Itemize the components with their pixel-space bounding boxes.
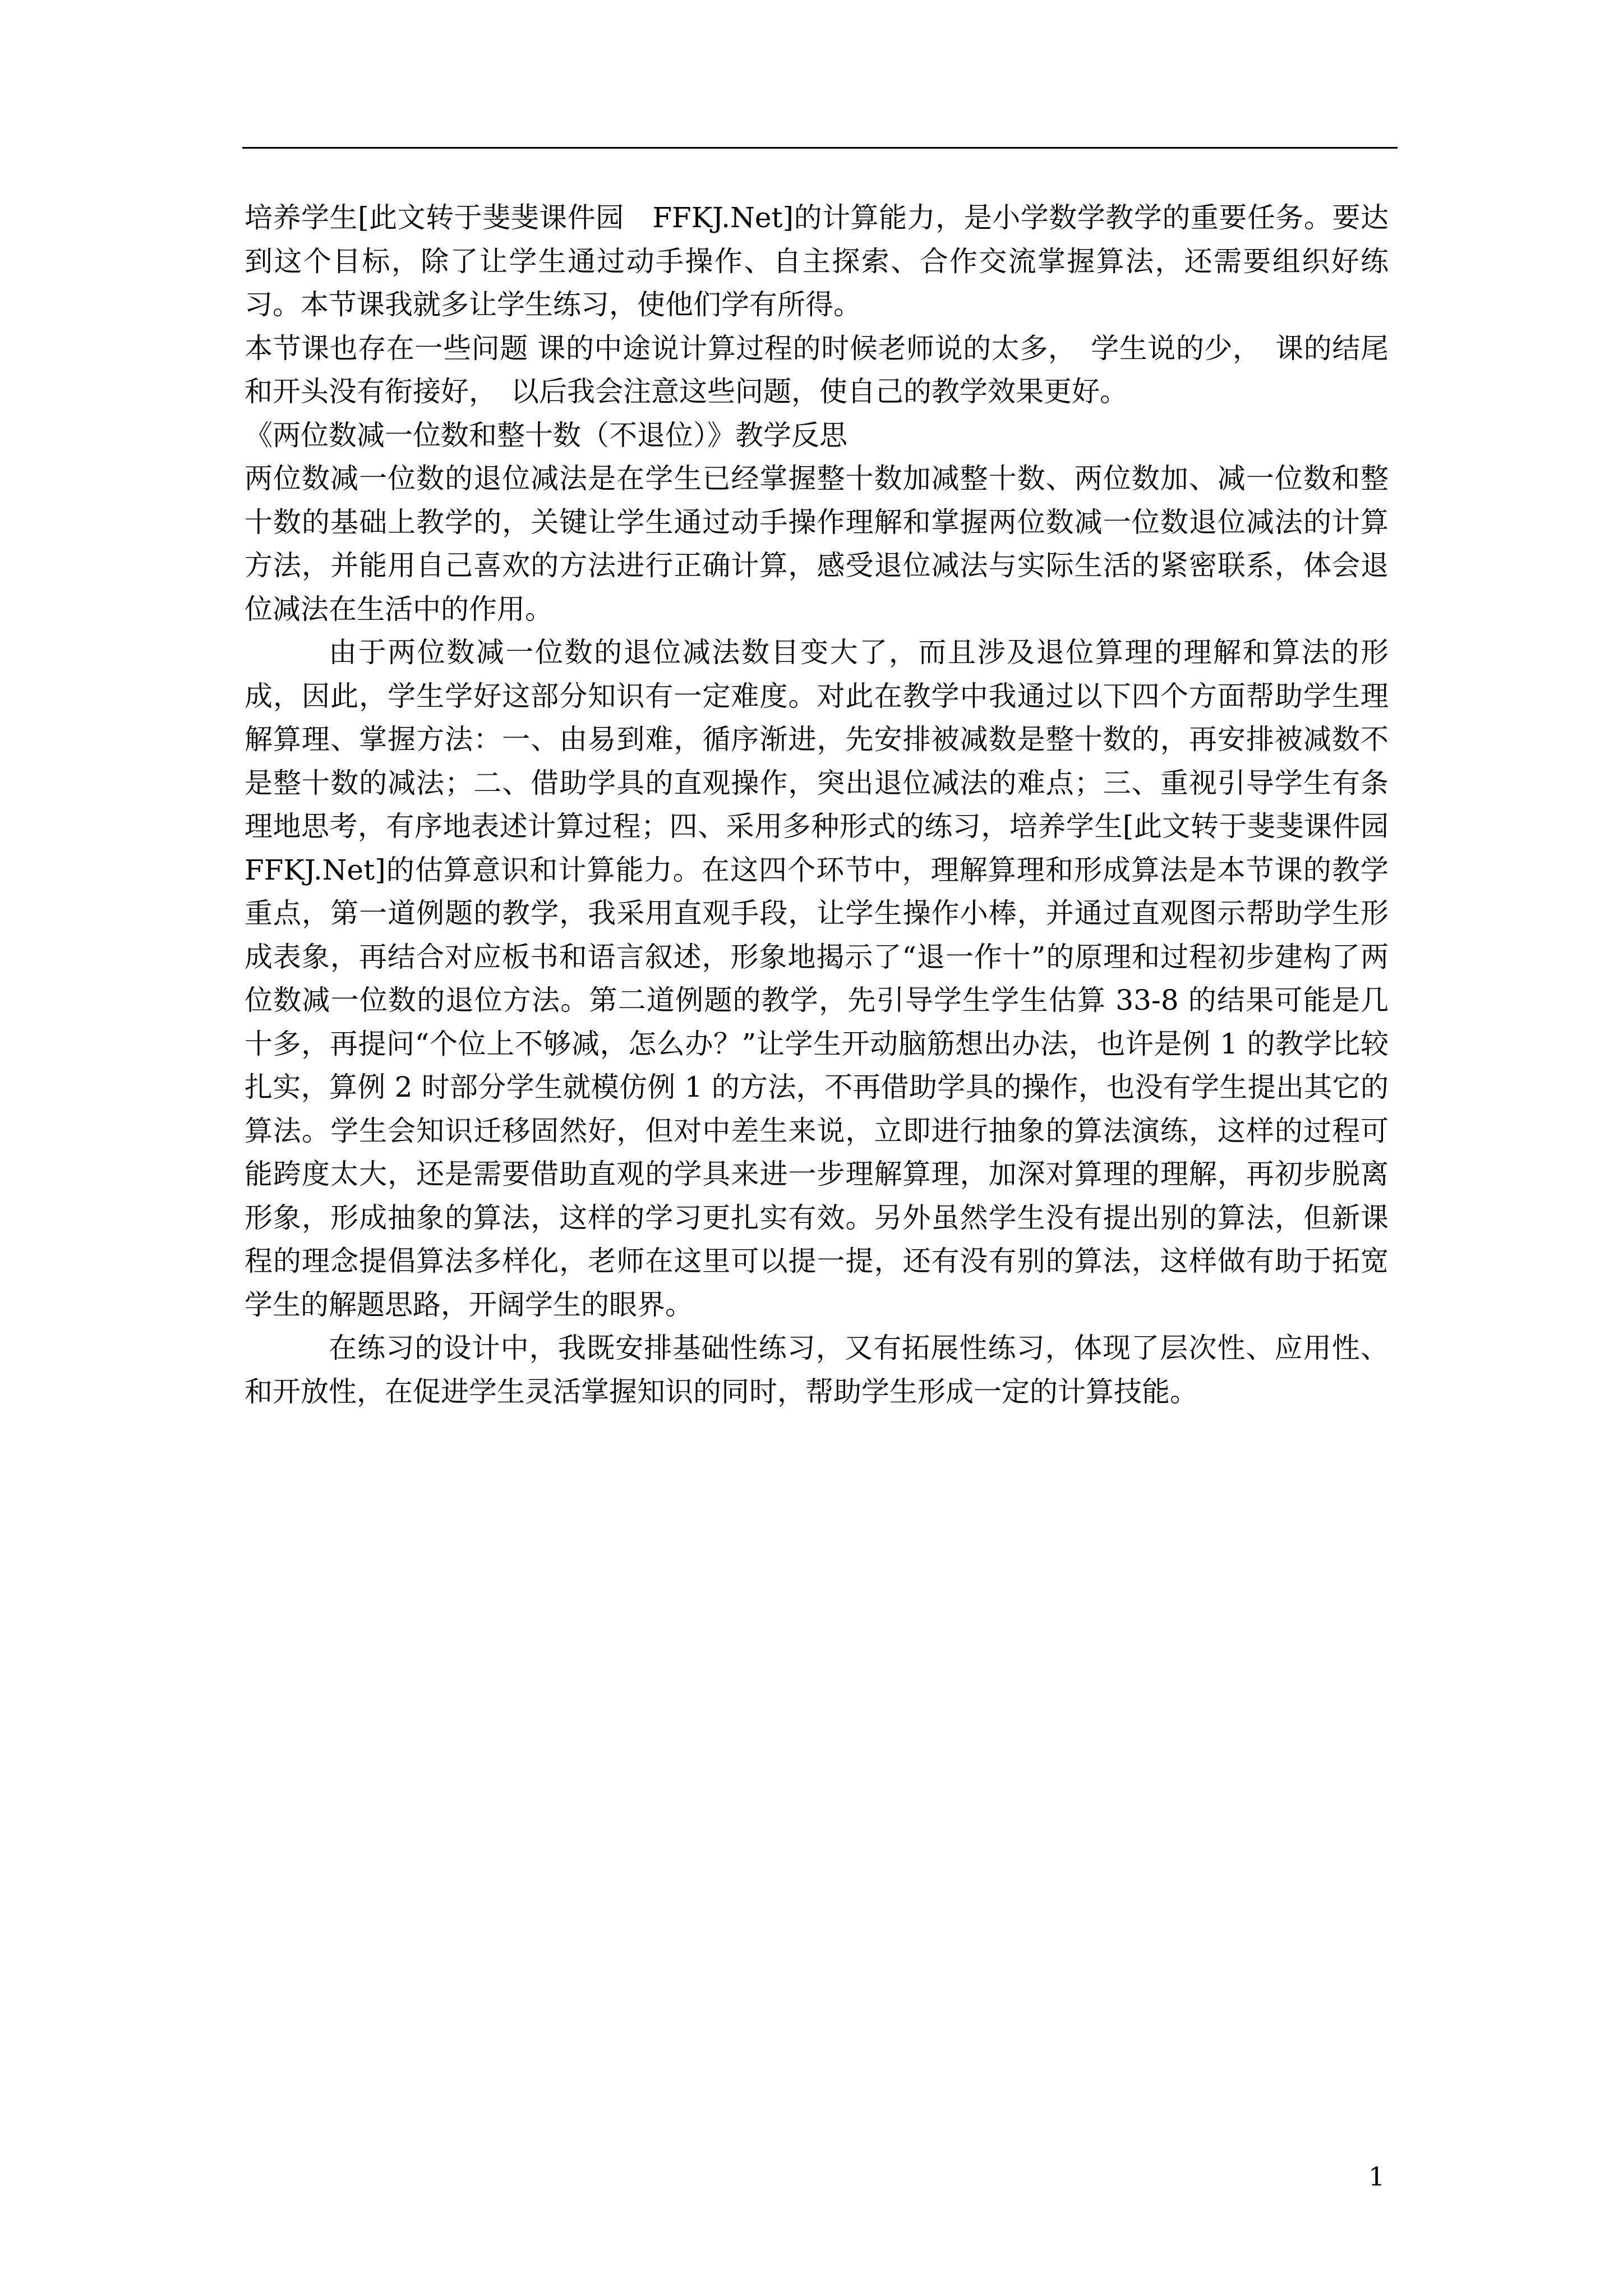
header-rule <box>242 147 1398 149</box>
paragraph-practice-design: 在练习的设计中，我既安排基础性练习，又有拓展性练习，体现了层次性、应用性、和开放性，在促进学生灵活掌握知识的同时，帮助学生形成一定的计算技能。 <box>245 1332 1389 1408</box>
paragraph-intro: 两位数减一位数的退位减法是在学生已经掌握整十数加减整十数、两位数加、减一位数和整十数的基础上教学的，关键让学生通过动手操作理解和掌握两位数减一位数退位减法的计算方法，并能用自己喜欢的方法进行正确计算，感受退位减法与实际生活的紧密联系，体会退位减法在生活中的作用。 <box>245 462 1389 625</box>
paragraph-teaching-methods: 由于两位数减一位数的退位减法数目变大了，而且涉及退位算理的理解和算法的形成，因此，学生学好这部分知识有一定难度。对此在教学中我通过以下四个方面帮助学生理解算理、掌握方法：一、由易到难，循序渐进，先安排被减数是整十数的，再安排被减数不是整十数的减法；二、借助学具的直观操作，突出退位减法的难点；三、重视引导学生有条理地思考，有序地表述计算过程；四、采用多种形式的练习，培养学生[此文转于斐斐课件园 FFKJ.Net]的估算意识和计算能力。在这四个环节中，理解算理和形成算法是本节课的教学重点，第一道例题的教学，我采用直观手段，让学生操作小棒，并通过直观图示帮助学生形成表象，再结合对应板书和语言叙述，形象地揭示了“退一作十”的原理和过程初步建构了两位数减一位数的退位方法。第二道例题的教学，先引导学生学生估算 33-8 的结果可能是几十多，再提问“个位上不够减，怎么办？”让学生开动脑筋想出办法，也许是例 1 的教学比较扎实，算例 2 时部分学生就模仿例 1 的方法，不再借助学具的操作，也没有学生提出其它的算法。学生会知识迁移固然好，但对中差生来说，立即进行抽象的算法演练，这样的过程可能跨度太大，还是需要借助直观的学具来进一步理解算理，加深对算理的理解，再初步脱离形象，形成抽象的算法，这样的学习更扎实有效。另外虽然学生没有提出别的算法，但新课程的理念提倡算法多样化，老师在这里可以提一提，还有没有别的算法，这样做有助于拓宽学生的解题思路，开阔学生的眼界。 <box>245 636 1417 1321</box>
paragraph-computation-ability: 培养学生[此文转于斐斐课件园 FFKJ.Net]的计算能力，是小学数学教学的重要任务。要达到这个目标，除了让学生通过动手操作、自主探索、合作交流掌握算法，还需要组织好练习。本节课我就多让学生练习，使他们学有所得。 <box>245 201 1389 321</box>
page-number: 1 <box>1368 2161 1385 2192</box>
section-title: 《两位数减一位数和整十数（不退位）》教学反思 <box>245 418 847 452</box>
document-body <box>245 196 1417 1414</box>
paragraph-lesson-issues: 本节课也存在一些问题 课的中途说计算过程的时候老师说的太多， 学生说的少， 课的结尾和开头没有衔接好， 以后我会注意这些问题，使自己的教学效果更好。 <box>245 332 1389 408</box>
